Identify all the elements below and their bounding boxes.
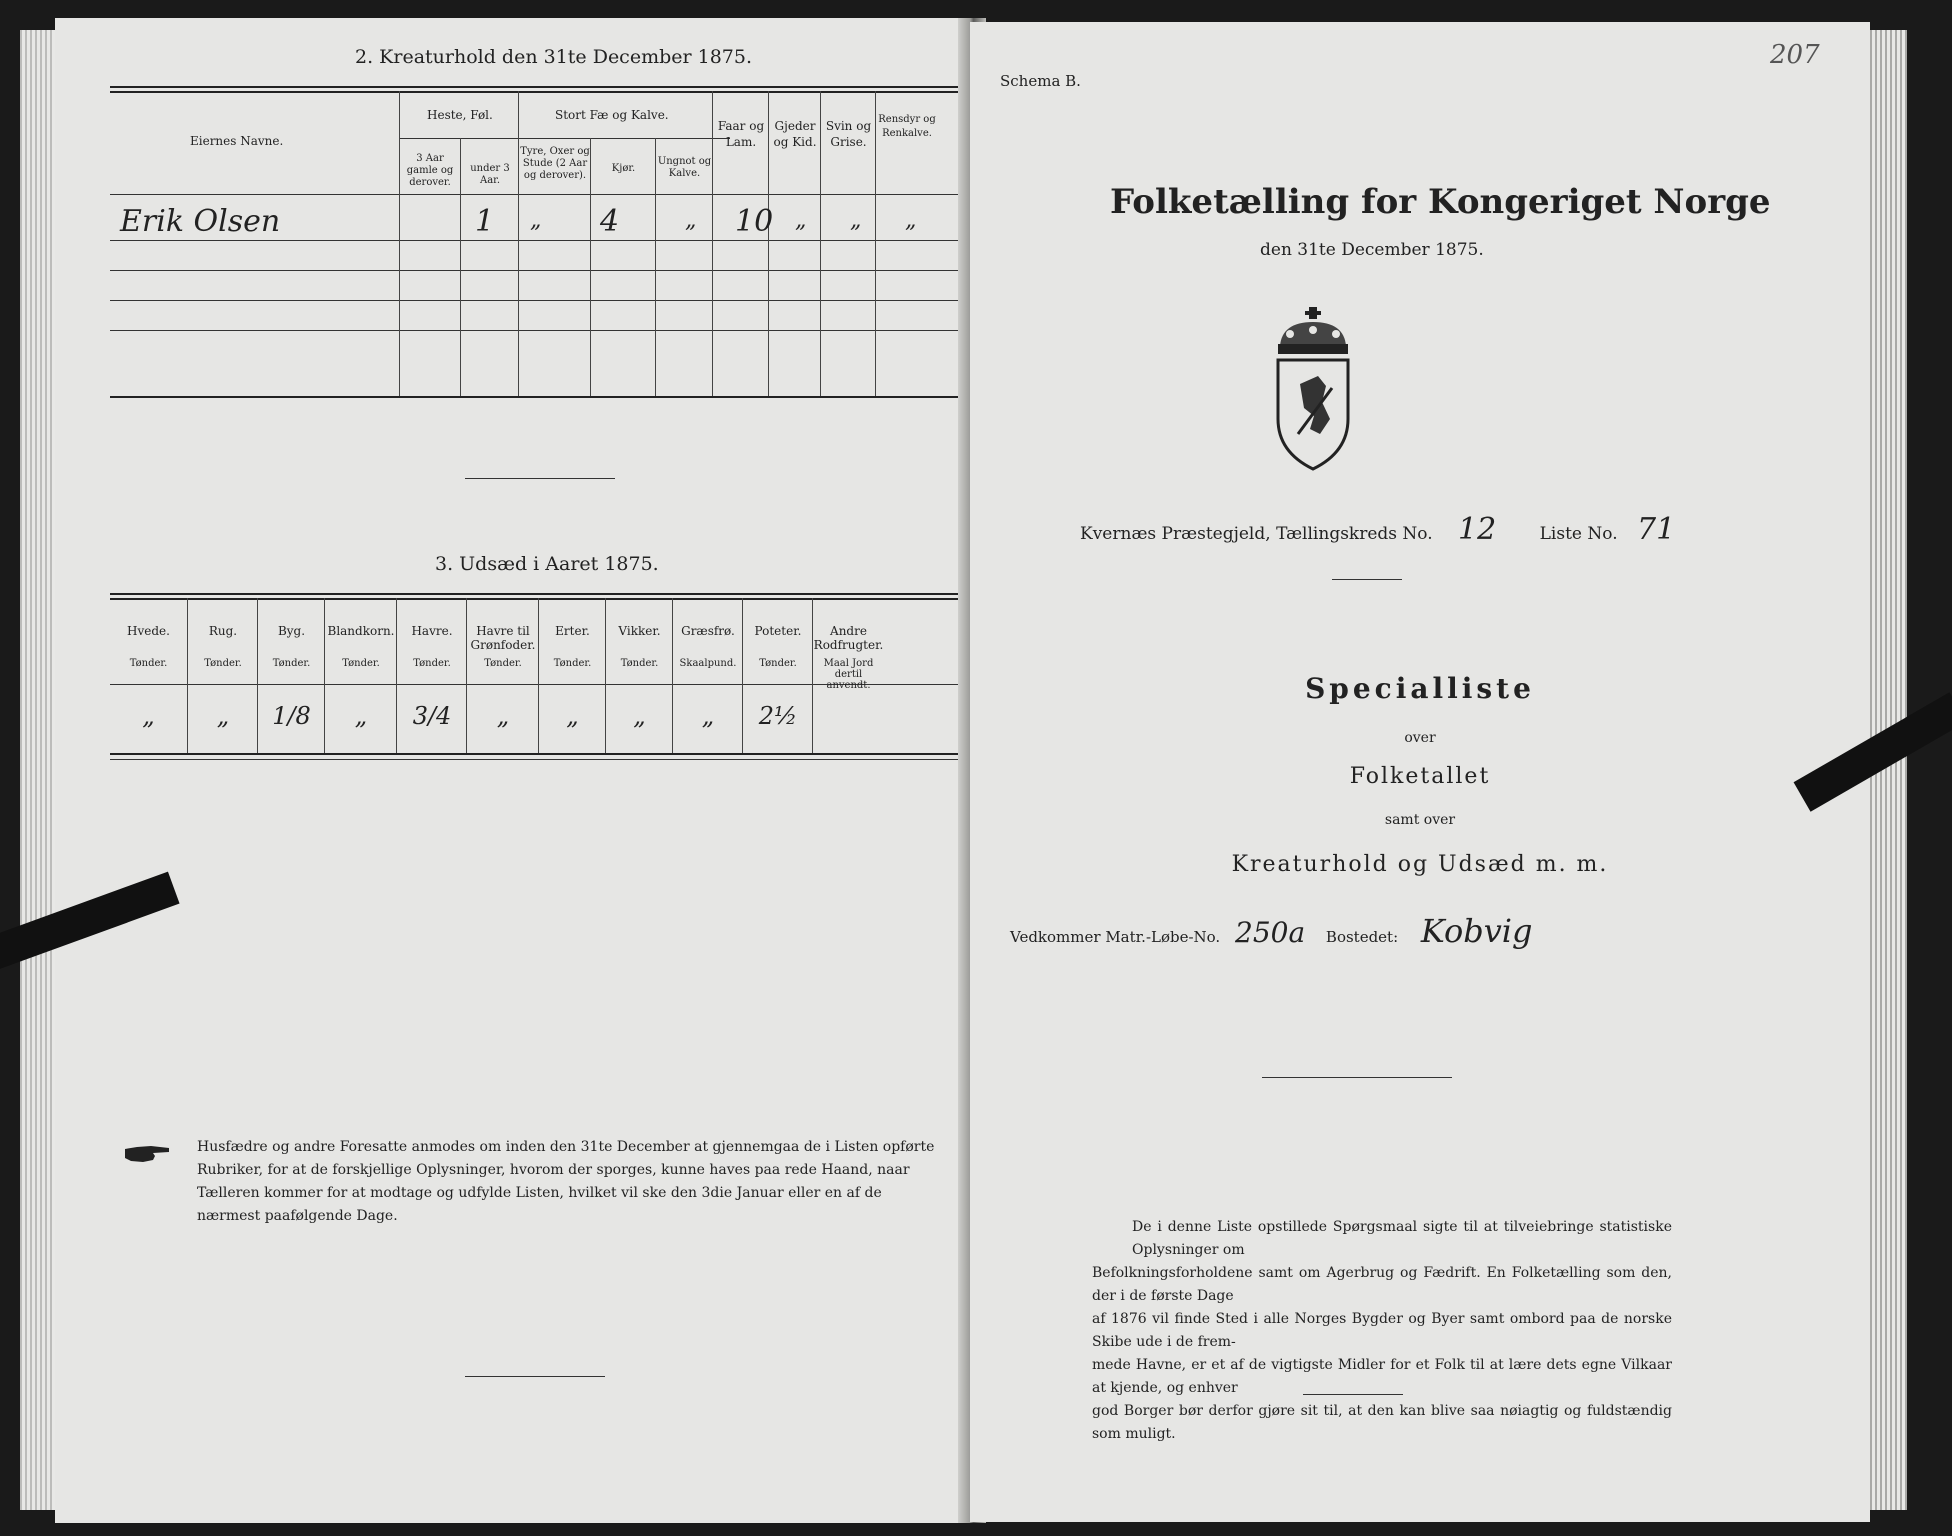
body-line: De i denne Liste opstillede Spørgsmaal sigte til at tilveiebringe statistiske Oplysninger om: [1132, 1219, 1672, 1258]
udsaed-label: Havre til Grønfoder.: [470, 624, 536, 652]
liste-value: 71: [1637, 512, 1676, 547]
notice-line: nærmest paafølgende Dage.: [197, 1208, 398, 1224]
right-page: [970, 22, 1870, 1522]
rensdyr-header: Rensdyr og Renkalve.: [878, 114, 936, 139]
udsaed-label: Hvede.: [127, 624, 170, 638]
udsaed-unit: Tønder.: [272, 658, 311, 669]
udsaed-unit: Tønder.: [342, 658, 380, 669]
matr-line: [1010, 912, 1533, 950]
page-stack-left: [20, 30, 60, 1510]
udsaed-column: [812, 598, 884, 753]
section2-title: 2. Kreaturhold den 31te December 1875.: [355, 46, 753, 68]
heste-b-value: „: [530, 208, 542, 233]
heste-a-header: 3 Aar gamle og derover.: [406, 153, 454, 188]
bostedet-value: Kobvig: [1420, 912, 1533, 950]
faar-header: Faar og Lam.: [717, 119, 765, 149]
udsaed-unit: Skaalpund.: [679, 658, 737, 669]
udsaed-unit: Tønder.: [413, 658, 451, 669]
kreaturhold-heading: Kreaturhold og Udsæd m. m.: [1231, 852, 1609, 877]
udsaed-column: [324, 598, 397, 753]
udsaed-value: „: [142, 702, 155, 730]
udsaed-label: Græsfrø.: [681, 624, 735, 638]
udsaed-value: „: [566, 702, 579, 730]
udsaed-unit: Tønder.: [204, 658, 242, 669]
udsaed-column: [538, 598, 606, 753]
udsaed-value: „: [496, 702, 510, 730]
udsaed-column: [672, 598, 743, 753]
notice-line: Rubriker, for at de forskjellige Oplysninger, hvorom der sporges, kunne haves paa rede Haand, naar: [197, 1162, 910, 1178]
pointing-hand-icon: [123, 1143, 173, 1165]
udsaed-unit: Tønder.: [129, 658, 168, 669]
udsaed-label: Vikker.: [618, 624, 661, 638]
folketallet-heading: Folketallet: [1349, 764, 1491, 789]
udsaed-column: [257, 598, 325, 753]
owner-header: Eiernes Navne.: [190, 134, 284, 148]
udsaed-value: „: [633, 702, 646, 730]
district-line: [1080, 512, 1675, 547]
parish-name: Kvernæs Præstegjeld,: [1080, 524, 1271, 544]
body-line: af 1876 vil finde Sted i alle Norges Bygder og Byer samt ombord paa de norske Skibe ude i de frem-: [1092, 1311, 1672, 1350]
liste-label: Liste No.: [1539, 524, 1618, 544]
udsaed-label: Havre.: [411, 624, 453, 638]
udsaed-table: [110, 598, 960, 753]
kreds-value: 12: [1458, 512, 1497, 547]
udsaed-label: Andre Rodfrugter.: [813, 624, 884, 652]
udsaed-label: Blandkorn.: [327, 624, 395, 638]
svin-value: „: [850, 208, 862, 233]
heste-a-value: 1: [475, 204, 495, 239]
specialliste-heading: Specialliste: [1305, 672, 1535, 705]
document-date: den 31te December 1875.: [1260, 240, 1484, 260]
udsaed-unit: Tønder.: [553, 658, 592, 669]
udsaed-value: 1/8: [272, 702, 311, 730]
ungnot-value: „: [685, 208, 697, 233]
page-number: 207: [1770, 40, 1820, 70]
gjeder-value: „: [795, 208, 807, 233]
body-text: [1092, 1216, 1672, 1446]
over-text: over: [1404, 730, 1436, 746]
udsaed-label: Poteter.: [754, 624, 802, 638]
rensdyr-value: „: [905, 208, 917, 233]
udsaed-column: [110, 598, 187, 753]
udsaed-column: [605, 598, 673, 753]
svin-header: Svin og Grise.: [825, 119, 872, 149]
matr-label: Vedkommer Matr.-Løbe-No.: [1010, 928, 1221, 946]
stort-a-header: Tyre, Oxer og Stude (2 Aar og derover).: [520, 146, 590, 181]
kjor-value: 4: [600, 204, 620, 239]
udsaed-value: „: [701, 702, 715, 730]
body-line: mede Havne, er et af de vigtigste Midler for et Folk til at lære dets egne Vilkaar at kjende, og enhver: [1092, 1357, 1672, 1396]
kreds-label: Tællingskreds No.: [1276, 524, 1433, 544]
document-title: Folketælling for Kongeriget Norge: [1110, 182, 1771, 222]
udsaed-label: Byg.: [277, 624, 306, 638]
udsaed-label: Erter.: [555, 624, 590, 638]
udsaed-column: [466, 598, 539, 753]
udsaed-column: [742, 598, 813, 753]
notice-line: Tælleren kommer for at modtage og udfylde Listen, hvilket vil ske den 3die Januar eller en af de: [197, 1185, 882, 1201]
samt-over-text: samt over: [1384, 812, 1456, 828]
stort-b-header: Kjør.: [611, 163, 636, 174]
udsaed-column: [396, 598, 467, 753]
section3-title: 3. Udsæd i Aaret 1875.: [435, 553, 659, 575]
bostedet-label: Bostedet:: [1325, 928, 1399, 946]
stort-c-header: Ungnot og Kalve.: [657, 156, 712, 179]
body-line: Befolkningsforholdene samt om Agerbrug og Fædrift. En Folketælling som den, der i de første Dage: [1092, 1265, 1672, 1304]
body-line: god Borger bør derfor gjøre sit til, at den kan blive saa nøiagtig og fuldstændig som muligt.: [1092, 1403, 1672, 1442]
udsaed-unit: Tønder.: [484, 658, 522, 669]
udsaed-value: „: [216, 702, 230, 730]
stort-header: Stort Fæ og Kalve.: [555, 108, 669, 122]
udsaed-unit: Tønder.: [620, 658, 659, 669]
owner-name: Erik Olsen: [120, 204, 281, 239]
heste-b-header: under 3 Aar.: [470, 163, 510, 186]
udsaed-value: 3/4: [412, 702, 452, 730]
notice-text: [197, 1136, 972, 1228]
faar-value: 10: [735, 204, 774, 239]
udsaed-label: Rug.: [208, 624, 238, 638]
udsaed-unit: Tønder.: [759, 658, 797, 669]
matr-value: 250a: [1235, 916, 1306, 949]
norway-coat-of-arms-icon: [1270, 304, 1356, 474]
gjeder-header: Gjeder og Kid.: [773, 119, 817, 149]
udsaed-unit: Maal Jord dertil anvendt.: [823, 658, 874, 691]
left-page: [55, 18, 970, 1523]
udsaed-value: 2½: [758, 702, 798, 730]
udsaed-column: [187, 598, 258, 753]
notice-line: Husfædre og andre Foresatte anmodes om inden den 31te December at gjennemgaa de i Listen opførte: [197, 1139, 935, 1155]
schema-label: Schema B.: [1000, 72, 1081, 90]
heste-header: Heste, Føl.: [427, 108, 493, 122]
udsaed-value: „: [354, 702, 368, 730]
